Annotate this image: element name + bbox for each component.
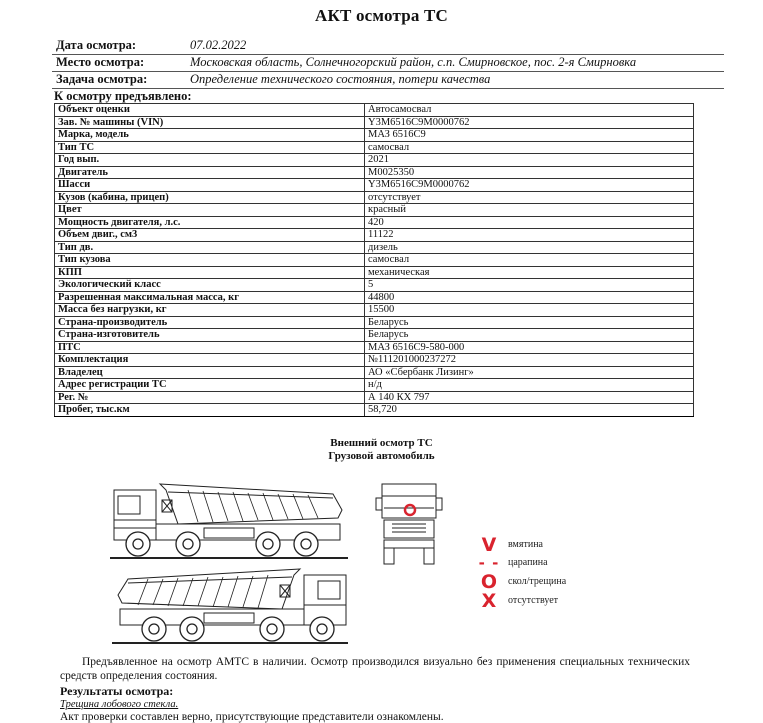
row-value: самосвал — [365, 141, 694, 154]
row-label: Шасси — [55, 179, 365, 192]
meta-label: Место осмотра: — [52, 55, 186, 72]
row-label: Рег. № — [55, 391, 365, 404]
row-value: Y3M6516C9M0000762 — [365, 116, 694, 129]
row-label: Тип дв. — [55, 241, 365, 254]
row-label: Кузов (кабина, прицеп) — [55, 191, 365, 204]
footer-statement: Акт проверки составлен верно, присутствующие представители ознакомлены. — [60, 711, 444, 723]
meta-value: 07.02.2022 — [186, 38, 724, 55]
results-heading: Результаты осмотра: — [60, 684, 174, 698]
meta-row-date — [52, 38, 724, 55]
legend-label: скол/трещина — [508, 576, 567, 587]
row-label: КПП — [55, 266, 365, 279]
table-row — [55, 191, 694, 204]
missing-icon: X — [481, 590, 497, 612]
table-row — [55, 141, 694, 154]
table-row — [55, 166, 694, 179]
row-value: МАЗ 6516С9-580-000 — [365, 341, 694, 354]
row-value: Автосамосвал — [365, 104, 694, 117]
truck-side-left-icon — [108, 480, 353, 562]
meta-value: Московская область, Солнечногорский район, с.п. Смирновское, пос. 2-я Смирновка — [186, 55, 724, 72]
table-row — [55, 116, 694, 129]
table-row — [55, 354, 694, 367]
row-label: Зав. № машины (VIN) — [55, 116, 365, 129]
table-row — [55, 204, 694, 217]
table-row — [55, 366, 694, 379]
legend-label: вмятина — [508, 539, 543, 550]
row-label: Объем двиг., см3 — [55, 229, 365, 242]
chip-crack-icon: O — [480, 571, 498, 593]
row-label: Пробег, тыс.км — [55, 404, 365, 417]
table-row — [55, 404, 694, 417]
meta-row-place — [52, 55, 724, 72]
row-value: МАЗ 6516С9 — [365, 129, 694, 142]
table-row — [55, 179, 694, 192]
row-value: дизель — [365, 241, 694, 254]
legend-item-missing — [478, 592, 618, 610]
results-value: Трещина лобового стекла. — [60, 699, 179, 710]
row-label: Цвет — [55, 204, 365, 217]
inspection-paragraph: Предъявленное на осмотр АМТС в наличии. Осмотр производился визуально без применения специальных технических средств определения состояния. — [60, 656, 690, 682]
meta-label: Задача осмотра: — [52, 72, 186, 89]
table-row — [55, 341, 694, 354]
legend-item-chip — [478, 573, 618, 591]
meta-value: Определение технического состояния, потери качества — [186, 72, 724, 89]
row-value: отсутствует — [365, 191, 694, 204]
table-row — [55, 266, 694, 279]
row-value: АО «Сбербанк Лизинг» — [365, 366, 694, 379]
row-label: Тип ТС — [55, 141, 365, 154]
row-value: №111201000237272 — [365, 354, 694, 367]
table-row — [55, 379, 694, 392]
dent-icon: V — [481, 534, 497, 556]
table-row — [55, 391, 694, 404]
table-row — [55, 279, 694, 292]
row-value: красный — [365, 204, 694, 217]
row-label: Мощность двигателя, л.с. — [55, 216, 365, 229]
row-value: механическая — [365, 266, 694, 279]
row-label: Двигатель — [55, 166, 365, 179]
row-label: Комплектация — [55, 354, 365, 367]
row-value: 5 — [365, 279, 694, 292]
external-inspection-heading — [0, 437, 763, 463]
row-value: 11122 — [365, 229, 694, 242]
table-row — [55, 329, 694, 342]
damage-marker-windshield — [405, 505, 415, 515]
external-inspection-subtitle: Грузовой автомобиль — [328, 450, 435, 462]
table-row — [55, 254, 694, 267]
truck-front-icon — [374, 478, 444, 566]
table-row — [55, 129, 694, 142]
row-label: Объект оценки — [55, 104, 365, 117]
row-value: Беларусь — [365, 329, 694, 342]
row-label: Год вып. — [55, 154, 365, 167]
meta-label: Дата осмотра: — [52, 38, 186, 55]
table-row — [55, 304, 694, 317]
row-value: 58,720 — [365, 404, 694, 417]
legend-item-scratch — [478, 554, 618, 572]
table-row — [55, 291, 694, 304]
row-label: Адрес регистрации ТС — [55, 379, 365, 392]
row-value: M0025350 — [365, 166, 694, 179]
scratch-icon: - - — [478, 554, 500, 572]
row-label: Страна-производитель — [55, 316, 365, 329]
row-value: 15500 — [365, 304, 694, 317]
row-label: Экологический класс — [55, 279, 365, 292]
row-value: самосвал — [365, 254, 694, 267]
row-label: Разрешенная максимальная масса, кг — [55, 291, 365, 304]
row-value: н/д — [365, 379, 694, 392]
presented-heading: К осмотру предъявлено: — [54, 89, 192, 103]
row-label: Тип кузова — [55, 254, 365, 267]
row-value: 2021 — [365, 154, 694, 167]
row-value: Y3M6516C9M0000762 — [365, 179, 694, 192]
inspection-meta-table — [52, 38, 724, 89]
table-row — [55, 104, 694, 117]
row-value: А 140 КХ 797 — [365, 391, 694, 404]
row-label: Марка, модель — [55, 129, 365, 142]
row-label: ПТС — [55, 341, 365, 354]
table-row — [55, 229, 694, 242]
legend-label: отсутствует — [508, 595, 559, 606]
document-title: АКТ осмотра ТС — [314, 6, 449, 25]
truck-side-right-icon — [108, 565, 353, 647]
row-value: 44800 — [365, 291, 694, 304]
row-label: Масса без нагрузки, кг — [55, 304, 365, 317]
external-inspection-title: Внешний осмотр ТС — [330, 437, 433, 449]
table-row — [55, 216, 694, 229]
vehicle-details-table — [54, 103, 694, 417]
table-row — [55, 154, 694, 167]
meta-row-task — [52, 72, 724, 89]
table-row — [55, 241, 694, 254]
row-label: Владелец — [55, 366, 365, 379]
legend-item-dent — [478, 536, 618, 554]
row-value: Беларусь — [365, 316, 694, 329]
table-row — [55, 316, 694, 329]
row-label: Страна-изготовитель — [55, 329, 365, 342]
legend-label: царапина — [508, 557, 548, 568]
row-value: 420 — [365, 216, 694, 229]
